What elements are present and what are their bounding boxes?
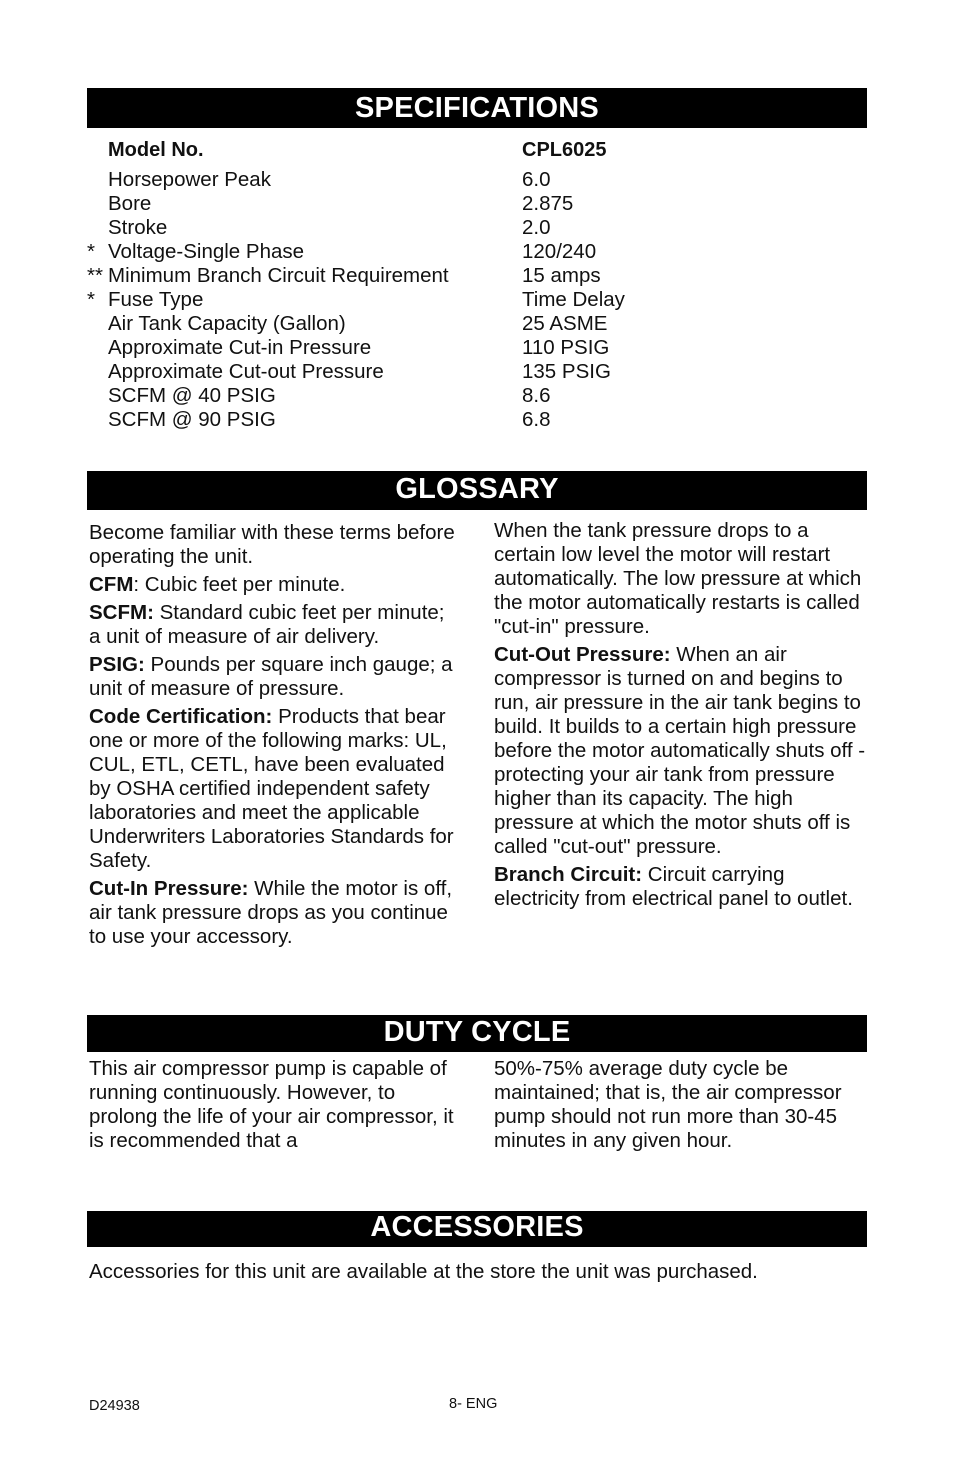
- glossary-term: CFM: [89, 573, 134, 596]
- glossary-entry-code-certification: [89, 705, 461, 873]
- spec-value: 2.0: [522, 216, 551, 239]
- accessories-text: Accessories for this unit are available at the store the unit was purchased.: [89, 1260, 758, 1283]
- spec-row: [87, 240, 787, 264]
- spec-label: Fuse Type: [108, 288, 204, 311]
- spec-row: [87, 312, 787, 336]
- document-code: D24938: [89, 1398, 140, 1414]
- spec-footnote-mark: **: [87, 264, 103, 287]
- spec-row: [87, 384, 787, 408]
- glossary-entry-cut-out-pressure: [494, 643, 866, 859]
- spec-footnote-mark: *: [87, 240, 95, 263]
- spec-row: [87, 168, 787, 192]
- spec-label: SCFM @ 90 PSIG: [108, 408, 276, 431]
- spec-label: Stroke: [108, 216, 168, 239]
- duty-cycle-text-right: 50%-75% average duty cycle be maintained; that is, the air compressor pump should not run more than 30-45 minutes in any given hour.: [494, 1057, 842, 1152]
- glossary-term: SCFM:: [89, 601, 154, 624]
- glossary-definition: Pounds per square inch gauge; a unit of measure of pressure.: [89, 653, 453, 700]
- accessories-heading: ACCESSORIES: [87, 1211, 867, 1247]
- duty-cycle-text-left: This air compressor pump is capable of running continuously. However, to prolong the life of your air compressor, it is recommended that a: [89, 1057, 454, 1152]
- spec-row: [87, 264, 787, 288]
- spec-label: Bore: [108, 192, 152, 215]
- glossary-definition: Circuit carrying electricity from electrical panel to outlet.: [494, 863, 853, 910]
- spec-row: [87, 288, 787, 312]
- glossary-heading: GLOSSARY: [87, 471, 867, 510]
- glossary-definition: While the motor is off, air tank pressure drops as you continue to use your accessory.: [89, 877, 453, 948]
- spec-value: 6.0: [522, 168, 551, 191]
- glossary-definition: : Cubic feet per minute.: [133, 573, 346, 596]
- spec-row: [87, 216, 787, 240]
- duty-cycle-left-column: [89, 1057, 461, 1157]
- spec-footnote-mark: *: [87, 288, 95, 311]
- spec-label: Air Tank Capacity (Gallon): [108, 312, 346, 335]
- spec-value: 25 ASME: [522, 312, 608, 335]
- spec-row: [87, 408, 787, 432]
- spec-label: Minimum Branch Circuit Requirement: [108, 264, 449, 287]
- spec-value: 15 amps: [522, 264, 601, 287]
- spec-row: [87, 192, 787, 216]
- glossary-term: Branch Circuit:: [494, 863, 643, 886]
- spec-value: 120/240: [522, 240, 597, 263]
- glossary-term: Cut-In Pressure:: [89, 877, 249, 900]
- glossary-entry-branch-circuit: [494, 863, 866, 911]
- glossary-entry-scfm: [89, 601, 461, 649]
- page-number: 8- ENG: [449, 1396, 498, 1412]
- spec-header-label: Model No.: [108, 139, 204, 161]
- glossary-intro: Become familiar with these terms before operating the unit.: [89, 521, 455, 568]
- spec-value: Time Delay: [522, 288, 625, 311]
- glossary-definition: Products that bear one or more of the following marks: UL, CUL, ETL, CETL, have been evaluated by OSHA certified independent safety laboratories and meet the applicable Underwriters Laboratories Standards for Safety.: [89, 705, 454, 872]
- glossary-left-column: [89, 521, 461, 953]
- duty-cycle-heading: DUTY CYCLE: [87, 1015, 867, 1052]
- spec-label: SCFM @ 40 PSIG: [108, 384, 276, 407]
- glossary-entry-cut-in-pressure: [89, 877, 461, 949]
- duty-cycle-right-column: [494, 1057, 874, 1157]
- specifications-table: [87, 137, 787, 432]
- spec-header-row: [87, 137, 787, 163]
- glossary-term: PSIG:: [89, 653, 145, 676]
- glossary-definition: When an air compressor is turned on and begins to run, air pressure in the air tank begins to build. It builds to a certain high pressure before the motor automatically shuts off - protecting your air tank from pressure higher than its capacity. The high pressure at which the motor shuts off is called "cut-out" pressure.: [494, 643, 866, 858]
- spec-value: 8.6: [522, 384, 551, 407]
- glossary-definition: Standard cubic feet per minute; a unit of measure of air delivery.: [89, 601, 445, 648]
- spec-header-value: CPL6025: [522, 139, 607, 161]
- glossary-term: Code Certification:: [89, 705, 273, 728]
- spec-row: [87, 336, 787, 360]
- spec-label: Approximate Cut-in Pressure: [108, 336, 372, 359]
- glossary-cut-in-continued: When the tank pressure drops to a certain low level the motor will restart automatically. The low pressure at which the motor automatically restarts is called "cut-in" pressure.: [494, 519, 862, 638]
- glossary-right-column: [494, 519, 866, 915]
- spec-value: 135 PSIG: [522, 360, 611, 383]
- glossary-entry-cfm: [89, 573, 461, 597]
- spec-row: [87, 360, 787, 384]
- specifications-heading: SPECIFICATIONS: [87, 88, 867, 128]
- spec-label: Voltage-Single Phase: [108, 240, 305, 263]
- spec-value: 2.875: [522, 192, 574, 215]
- glossary-term: Cut-Out Pressure:: [494, 643, 671, 666]
- spec-label: Approximate Cut-out Pressure: [108, 360, 384, 383]
- spec-label: Horsepower Peak: [108, 168, 271, 191]
- spec-value: 6.8: [522, 408, 551, 431]
- glossary-entry-psig: [89, 653, 461, 701]
- spec-value: 110 PSIG: [522, 336, 610, 359]
